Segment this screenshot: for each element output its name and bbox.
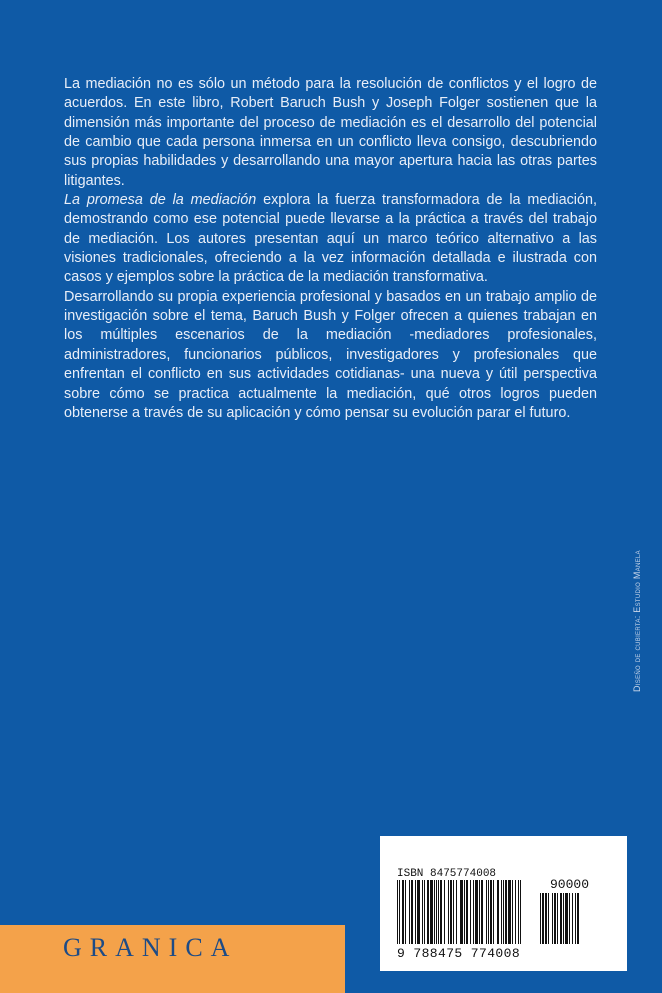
addon-code-label: 90000 [550,877,590,892]
barcode-bar [405,880,406,944]
barcode-bar [440,880,442,944]
barcode-bar [436,880,437,944]
barcode-bar [427,880,429,944]
isbn-label: ISBN 8475774008 [397,868,497,880]
barcode-bar [501,880,502,944]
barcode-bar [473,880,474,944]
barcode-bar [448,880,449,944]
barcode-bar [415,880,416,944]
barcode-bar [424,880,425,944]
barcode-bar [430,880,433,944]
barcode-bar [572,893,573,944]
ean-digits: 9 788475 774008 [397,946,521,961]
barcode-bar [552,893,553,944]
barcode-bar [399,880,400,944]
barcode-bar [540,893,541,944]
blurb-paragraph-1: La mediación no es sólo un método para la resolución de conflictos y el logro de acuerdos. En este libro, Robert Baruch Bush y Joseph Folger sostienen que la dimensión más importante del proceso de mediación es el desarrollo del potencial de cambio que cada persona inmersa en un conflicto lleva consigo, descubriendo sus propias habilidades y desarrollando una mayor apertura hacia las otras partes litigantes. [64,76,597,189]
barcode-bar [479,880,480,944]
barcode-bar [563,893,564,944]
barcode-bar [542,893,544,944]
barcode-bar [508,880,511,944]
barcode-bar [453,880,454,944]
barcode-bar [409,880,410,944]
publisher-name: GRANICA [63,933,238,962]
barcode-bar [450,880,452,944]
barcode-bar [565,893,568,944]
barcode-bar [569,893,570,944]
barcode-bar [470,880,471,944]
blurb-paragraph-3: Desarrollando su propia experiencia profesional y basados en un trabajo amplio de investigación sobre el tema, Baruch Bush y Folger ofrecen a quienes trabajan en los múltiples escenarios de la mediación -mediadores profesionales, administradores, funcionarios públicos, investigadores y profesionales que enfrentan el conflicto en sus actividades cotidianas- una nueva y útil perspectiva sobre cómo se practica actualmente la mediación, qué otros logros pueden obtenerse a través de su aplicación y cómo pensar su evolución parar el futuro. [64,288,597,421]
blurb-paragraph-2 [64,191,597,288]
barcode-bar [422,880,423,944]
ean-barcode-bars [397,880,521,944]
barcode-bar [402,880,404,944]
barcode-bar [417,880,420,944]
barcode-bar [466,880,468,944]
addon-barcode-bars [540,893,579,944]
barcode-bar [515,880,516,944]
barcode-bar [460,880,463,944]
barcode-bar [497,880,499,944]
barcode-box [380,836,627,971]
barcode-bar [481,880,483,944]
barcode-bar [505,880,507,944]
book-title: La promesa de la mediación [64,192,257,209]
cover-design-credit: Diseño de cubierta: Estudio Manela [632,550,642,692]
barcode-bar [475,880,478,944]
back-cover-blurb [64,75,597,423]
barcode-bar [518,880,519,944]
barcode-bar [577,893,579,944]
barcode-bar [575,893,576,944]
barcode-bar [411,880,413,944]
barcode-bar [464,880,465,944]
barcode-bar [512,880,513,944]
barcode-bar [554,893,556,944]
barcode-bar [488,880,489,944]
barcode-bar [486,880,487,944]
barcode-bar [456,880,457,944]
barcode-bar [560,893,562,944]
barcode-bar [545,893,547,944]
barcode-bar [493,880,494,944]
blurb-paragraph-2-text: explora la fuerza transformadora de la mediación, demostrando como ese potencial puede llevarse a la práctica a través del trabajo de mediación. Los autores presentan aquí un marco teórico alternativo a las visiones tradicionales, ofreciendo a la vez información detallada e ilustrada con casos y ejemplos sobre la práctica de la mediación transformativa. [64,192,598,286]
barcode-bar [438,880,439,944]
barcode-bar [444,880,445,944]
barcode-bar [557,893,558,944]
barcode-bar [490,880,492,944]
barcode-bar [397,880,398,944]
barcode-bar [434,880,435,944]
barcode-bar [520,880,521,944]
barcode-bar [503,880,504,944]
barcode-bar [548,893,549,944]
